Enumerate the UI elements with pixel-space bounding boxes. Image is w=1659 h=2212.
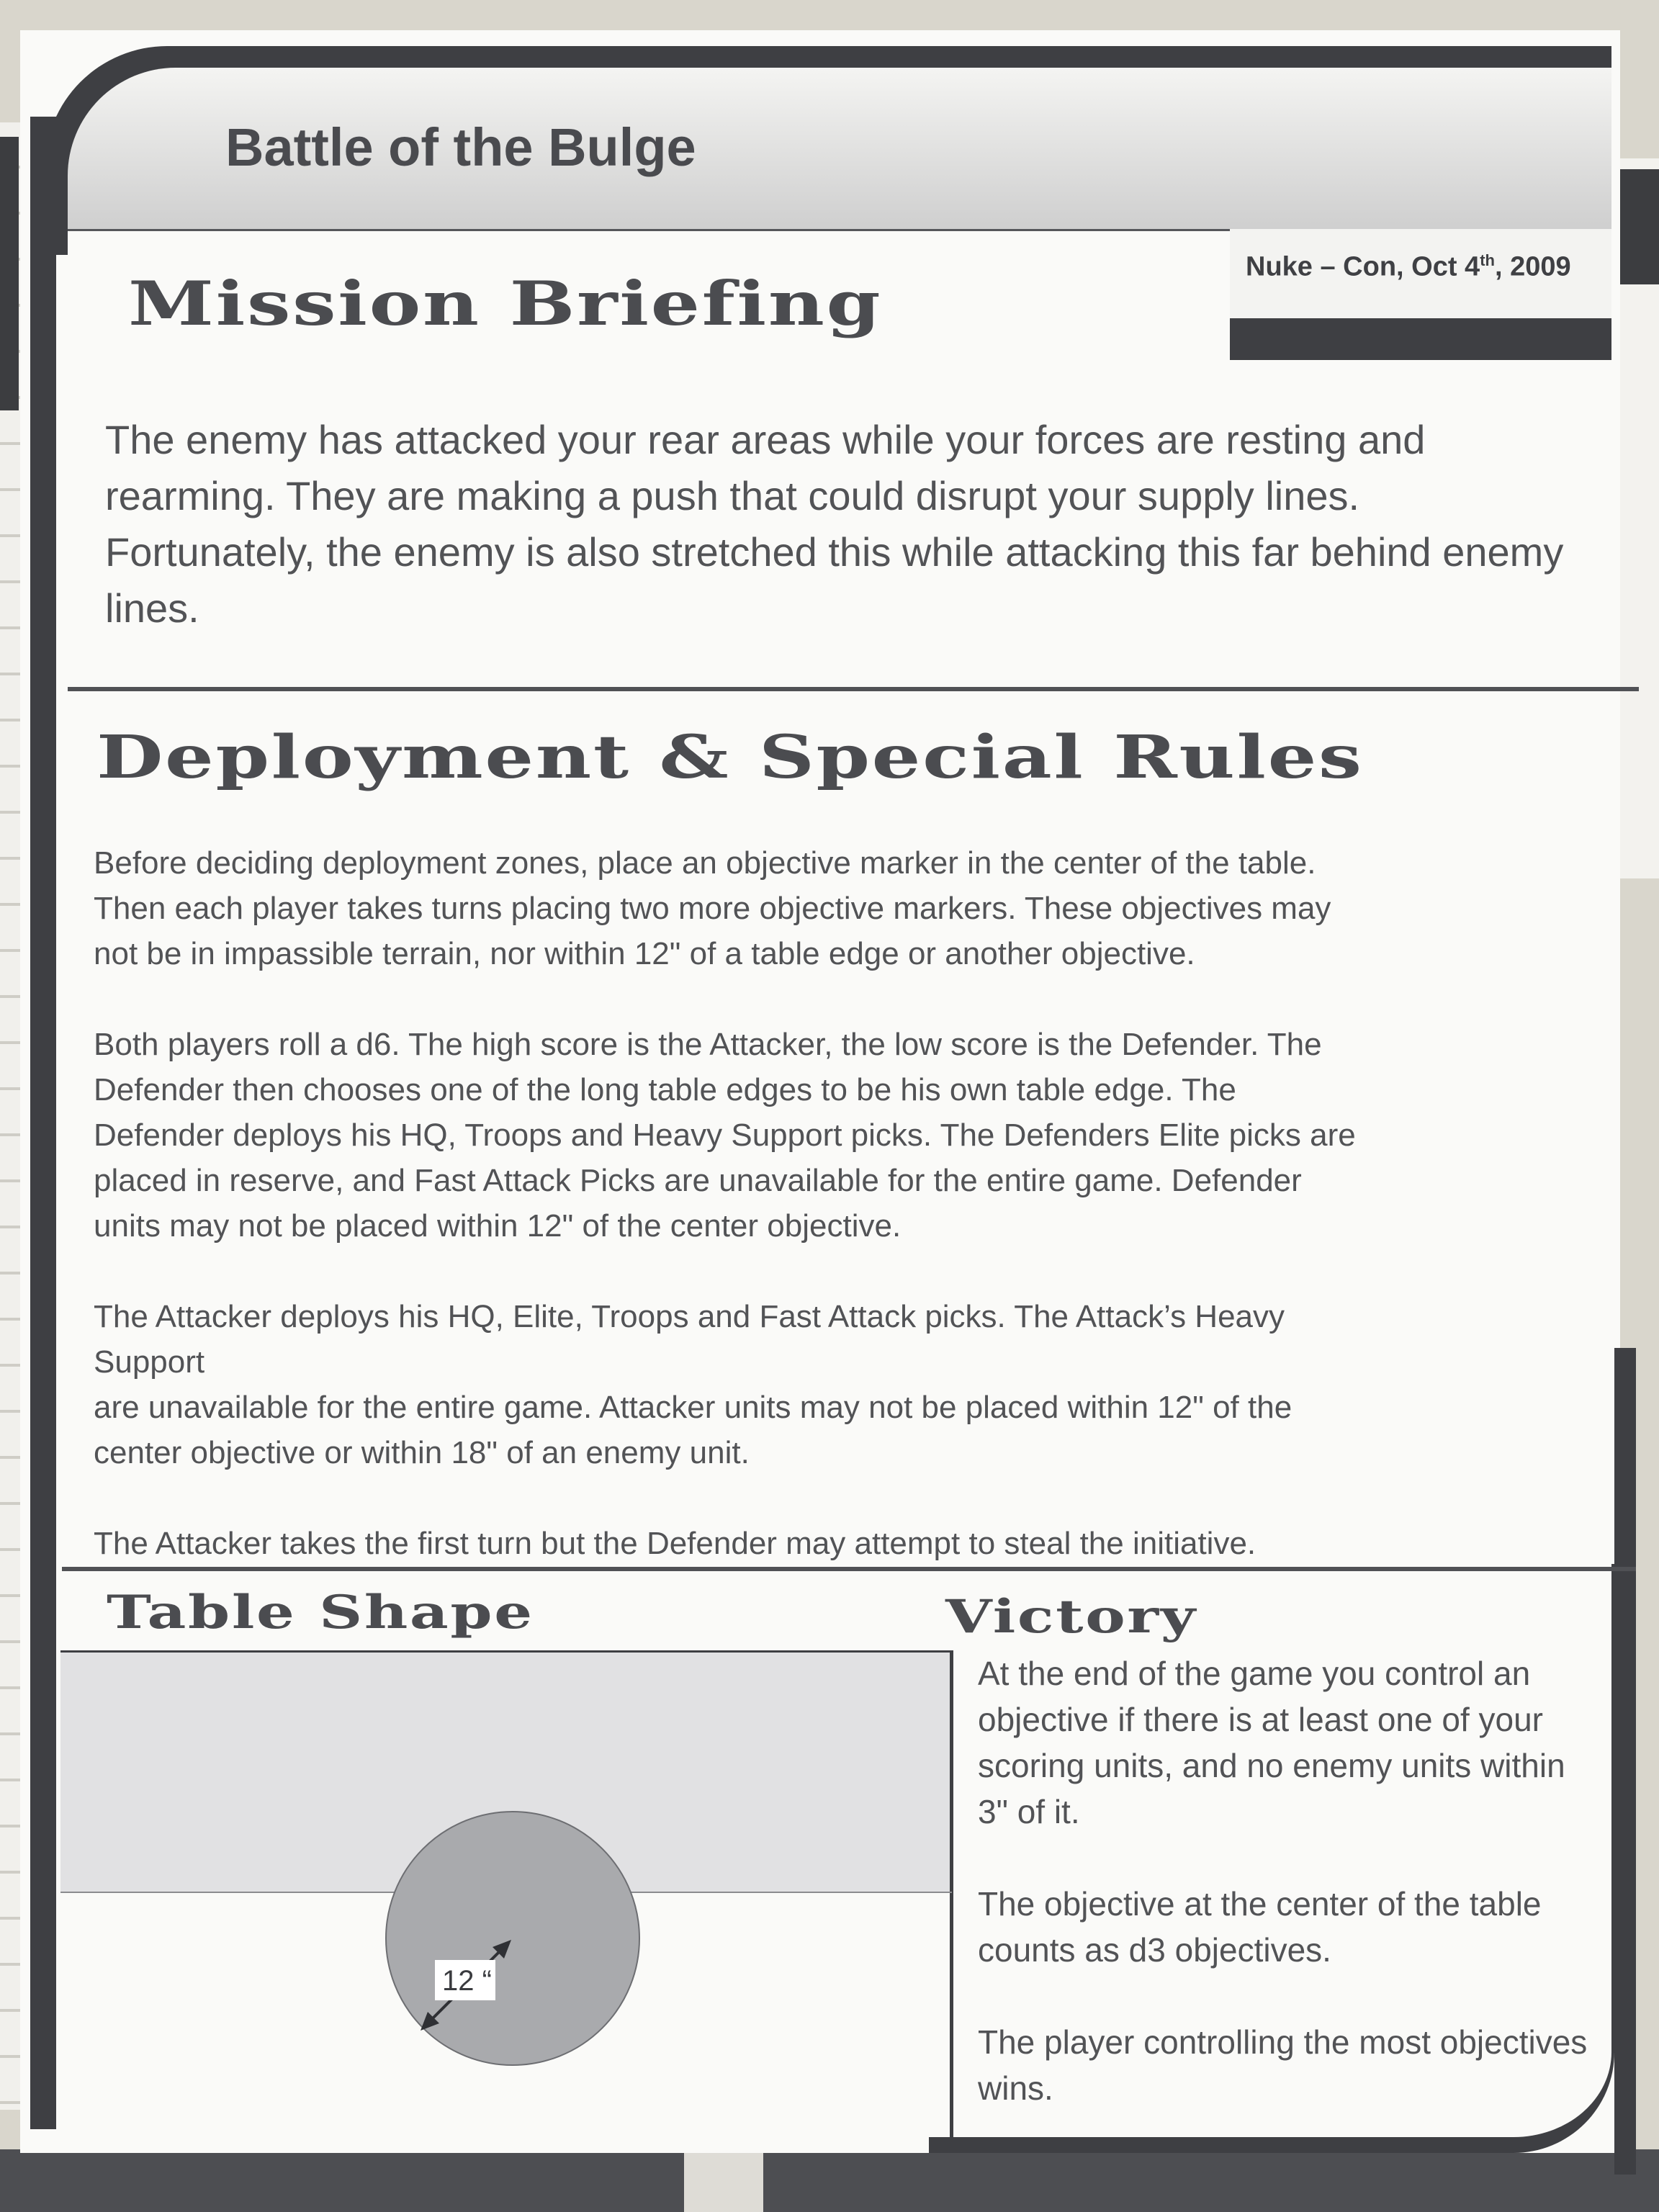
background-bottom-strip (0, 2149, 1659, 2212)
radius-label: 12 “ (442, 1965, 492, 1997)
mission-briefing-heading: Mission Briefing (128, 268, 883, 339)
deployment-heading: Deployment & Special Rules (96, 723, 1364, 792)
deployment-paragraph: The Attacker deploys his HQ, Elite, Troops and Fast Attack picks. The Attack’s Heavy Support are unavailable for the entire game. Attacker units may not be placed within 12" of the center objective or within 18" of an enemy unit. (94, 1299, 1292, 1470)
background-sheet-right-band (1620, 169, 1659, 284)
deployment-rules (94, 840, 1620, 1611)
background-bottom-gap (684, 2149, 763, 2212)
background-sheet-right (1620, 158, 1659, 878)
section-divider (68, 687, 1639, 691)
event-name: Nuke – Con, Oct 4 (1246, 251, 1480, 282)
victory-paragraph: The objective at the center of the table counts as d3 objectives. (978, 1885, 1542, 1969)
table-shape-diagram (60, 1650, 953, 2147)
deployment-paragraph: Before deciding deployment zones, place an objective marker in the center of the table. Then each player takes turns placing two more objective markers. These objectives may not be in impassible terrain, nor within 12" of a table edge or another objective. (94, 845, 1331, 971)
event-year: , 2009 (1494, 251, 1571, 282)
briefing-sheet (20, 30, 1620, 2153)
event-date (1246, 251, 1571, 283)
event-date-suffix: th (1480, 251, 1495, 269)
victory-paragraph: At the end of the game you control an objective if there is at least one of your scoring units, and no enemy units within 3" of it. (978, 1655, 1565, 1830)
victory-conditions (978, 1650, 1597, 2157)
victory-heading: Victory (945, 1590, 1197, 1644)
background-sheet-left-band (0, 137, 19, 410)
right-border (1614, 1348, 1636, 2175)
left-border (30, 117, 56, 2129)
victory-paragraph: The player controlling the most objectives wins. (978, 2023, 1588, 2107)
table-shape-heading: Table Shape (107, 1586, 534, 1640)
deployment-paragraph: Both players roll a d6. The high score is the Attacker, the low score is the Defender. The Defender then chooses one of the long table edges to be his own table edge. The Defender deploys his HQ, Troops and Heavy Support picks. The Defenders Elite picks are placed in reserve, and Fast Attack Picks are unavailable for the entire game. Defender units may not be placed within 12" of the center objective. (94, 1027, 1356, 1244)
event-bar (1230, 318, 1611, 360)
deployment-paragraph: The Attacker takes the first turn but the Defender may attempt to steal the initiative. (94, 1526, 1256, 1561)
mission-briefing-text: The enemy has attacked your rear areas while your forces are resting and rearming. They are making a push that could disrupt your supply lines. Fortunately, the enemy is also stretched this while attacking this far behind enemy lines. (105, 417, 1564, 631)
section-divider-lower (62, 1567, 1636, 1571)
scenario-title: Battle of the Bulge (225, 117, 696, 177)
